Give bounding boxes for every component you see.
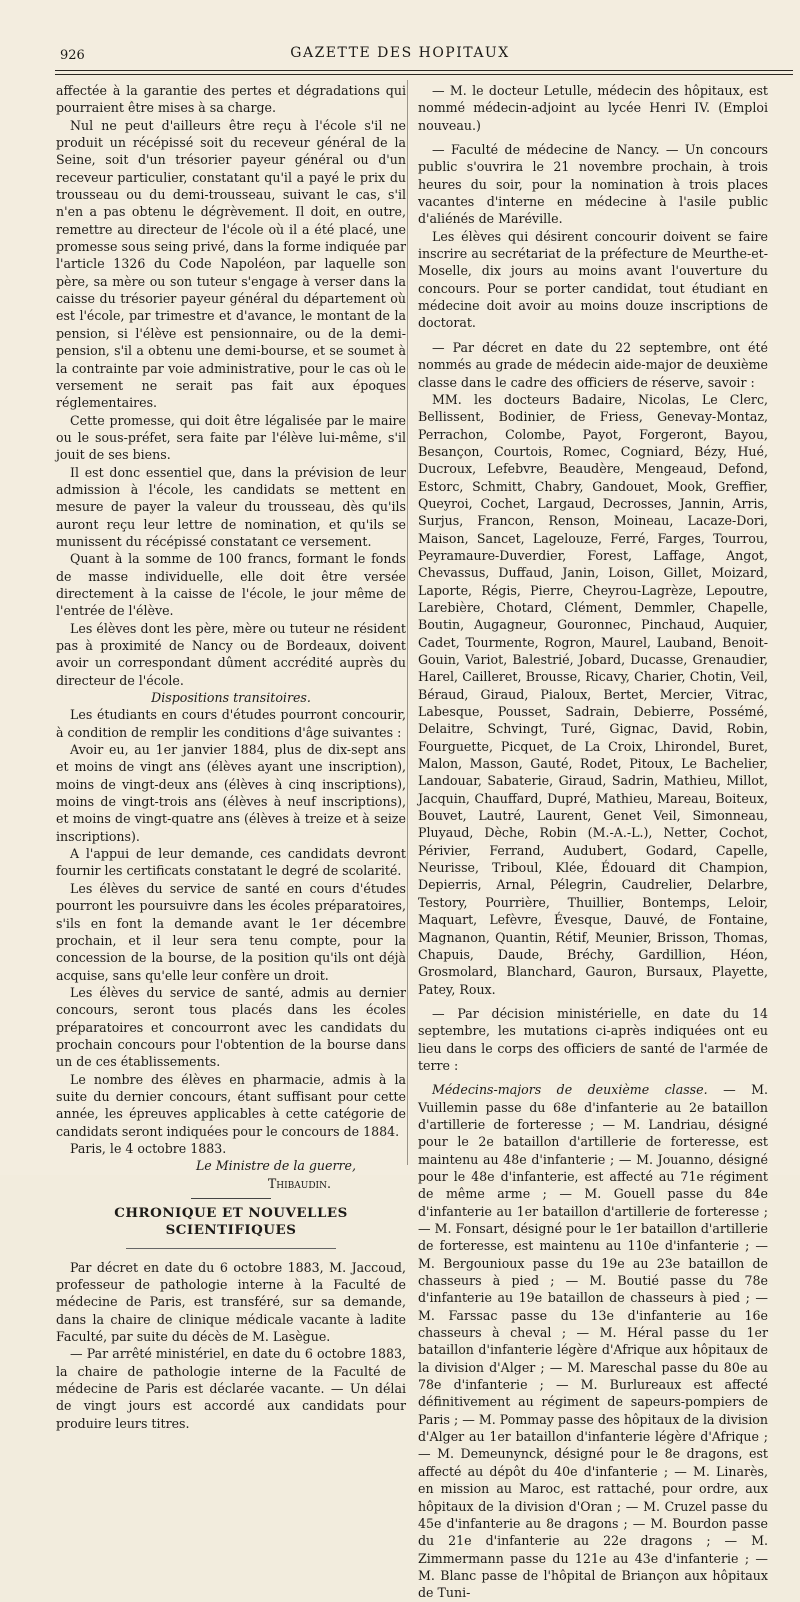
paragraph: A l'appui de leur demande, ces candidats devront fournir les certificats constatant le degré de scolarité. [56,846,406,879]
paragraph: Il est donc essentiel que, dans la prévision de leur admission à l'école, les candidats se mettent en mesure de payer la valeur du trousseau, dès qu'ils auront reçu leur lettre de nomination, et qu'ils se munissent du récépissé constatant ce versement. [56,464,406,549]
paragraph: Les élèves du service de santé en cours d'études pourront les poursuivre dans les écoles préparatoires, s'ils en font la demande avant le 1er décembre prochain, et il leur sera tenu compte, pour la concession de la bourse, de la position qu'ils ont déjà acquise, sans qu'elle leur confère un droit. [56,880,406,983]
paragraph: Cette promesse, qui doit être légalisée par le maire ou le sous-préfet, sera faite par l'élève lui-même, s'il jouit de ses biens. [56,412,406,463]
paragraph: — Faculté de médecine de Nancy. — Un concours public s'ouvrira le 21 novembre prochain, à trois heures du soir, pour la nomination à trois places vacantes d'interne en médecine à l'asile public d'aliénés de Maréville. [418,142,768,227]
paragraph: Le nombre des élèves en pharmacie, admis à la suite du dernier concours, étant suffisant pour cette année, les épreuves applicables à cette catégorie de candidats seront indiquées pour le concours de 1884. [56,1071,406,1139]
header-rule [55,70,793,71]
paragraph-mutations [418,1081,768,1601]
section-heading: CHRONIQUE ET NOUVELLES SCIENTIFIQUES [114,1205,348,1239]
running-title: GAZETTE DES HOPITAUX [290,45,510,61]
paragraph: — Par décision ministérielle, en date du 14 septembre, les mutations ci-après indiquées ont eu lieu dans le corps des officiers de santé de l'armée de terre : [418,1005,768,1073]
paragraph: Les élèves du service de santé, admis au dernier concours, seront tous placés dans les écoles préparatoires et concourront avec les candidats du prochain concours pour l'obtention de la bourse dans un de ces établissements. [56,984,406,1070]
section-rule [126,1248,336,1249]
paragraph: affectée à la garantie des pertes et dégradations qui pourraient être mises à sa charge. [56,83,406,116]
column-divider [407,80,408,1165]
paragraph: Nul ne peut d'ailleurs être reçu à l'école s'il ne produit un récépissé soit du receveur général de la Seine, soit d'un trésorier payeur général ou d'un receveur particulier, constatant qu'il a payé le prix du trousseau ou du demi-trousseau, suivant le cas, s'il n'en a pas obtenu le dégrèvement. Il doit, en outre, remettre au directeur de l'école où il a été placé, une promesse sous seing privé, dans la forme indiquée par l'article 1326 du Code Napoléon, par laquelle son père, sa mère ou son tuteur s'engage à verser dans la caisse du trésorier payeur général du département où est l'école, par trimestre et d'avance, le montant de la pension, si l'élève est pensionnaire, ou de la demi-pension, s'il a obtenu une demi-bourse, et se soumet à la contrainte par voie administrative, pour le cas où le versement ne serait pas fait aux époques réglementaires. [56,117,406,411]
paragraph: Les élèves qui désirent concourir doivent se faire inscrire au secrétariat de la préfecture de Meurthe-et-Moselle, dix jours au moins avant l'ouverture du concours. Pour se porter candidat, tout étudiant en médecine doit avoir au moins douze inscriptions de doctorat. [418,228,768,331]
paragraph: Quant à la somme de 100 francs, formant le fonds de masse individuelle, elle doit être versée directement à la caisse de l'école, le jour même de l'entrée de l'élève. [56,551,406,619]
section-rule [191,1198,271,1199]
name-list: MM. les docteurs Badaire, Nicolas, Le Clerc, Bellissent, Bodinier, de Friess, Genevay-Montaz, Perrachon, Colombe, Payot, Forgeront, Bayou, Besançon, Courtois, Romec, Cogniard, Bézy, Hué, Ducroux, Lefebvre, Beaudère, Mengeaud, Defond, Estorc, Schmitt, Chabry, Gandouet, Mook, Greffier, Queyroi, Cochet, Largaud, Decrosses, Jannin, Arris, Surjus, Francon, Renson, Moineau, Lacaze-Dori, Maison, Sancet, Lagelouze, Ferré, Farges, Tourrou, Peyramaure-Duverdier, Forest, Laffage, Angot, Chevassus, Duffaud, Janin, Loison, Gillet, Moizard, Laporte, Régis, Pierre, Cheyrou-Lagrèze, Lepoutre, Larebière, Chotard, Clément, Demmler, Chapelle, Boutin, Augagneur, Gouronnec, Pinchaud, Auquier, Cadet, Tourmente, Rogron, Maurel, Lauband, Benoit-Gouin, Variot, Balestrié, Jobard, Ducasse, Grenaudier, Harel, Cailleret, Brousse, Ricavy, Charier, Chotin, Veil, Béraud, Giraud, Pialoux, Bertet, Mercier, Vitrac, Labesque, Pousset, Sadrain, Debierre, Possémé, Delaitre, Schvingt, Turé, Gignac, David, Robin, Fourguette, Picquet, de La Croix, Lhirondel, Buret, Malon, Masson, Gauté, Rodet, Pitoux, Le Bachelier, Landouar, Sabaterie, Giraud, Sadrin, Mathieu, Millot, Jacquin, Chauffard, Dupré, Mathieu, Mareau, Boiteux, Bouvet, Lautré, Laurent, Genet Veil, Simonneau, Pluyaud, Dèche, Robin (M.-A.-L.), Netter, Cochot, Périvier, Ferrand, Audubert, Godard, Capelle, Neurisse, Triboul, Klée, Édouard dit Champion, Depierris, Arnal, Pélegrin, Caudrelier, Delarbre, Testory, Pourrière, Thuillier, Bontemps, Leloir, Maquart, Lefèvre, Évesque, Dauvé, de Fontaine, Magnanon, Quantin, Rétif, Meunier, Brisson, Thomas, Chapuis, Daude, Bréchy, Gardillion, Héon, Grosmolard, Blanchard, Gauron, Bursaux, Playette, Patey, Roux. [418,391,768,997]
mutations-label: Médecins-majors de deuxième classe. [432,1082,708,1098]
signature-title: Le Ministre de la guerre, [195,1158,356,1174]
paragraph: Par décret en date du 6 octobre 1883, M. Jaccoud, professeur de pathologie interne à la Faculté de médecine de Paris, est transféré, sur sa demande, dans la chaire de clinique médicale vacante à ladite Faculté, par suite du décès de M. Lasègue. [56,1259,406,1345]
right-column [418,82,768,1602]
paragraph: Les étudiants en cours d'études pourront concourir, à condition de remplir les conditions d'âge suivantes : [56,707,406,740]
signature-name: Thibaudin. [267,1175,331,1191]
page-number: 926 [60,48,85,63]
paragraph: Les élèves dont les père, mère ou tuteur ne résident pas à proximité de Nancy ou de Bordeaux, doivent avoir un correspondant dûment accrédité auprès du directeur de l'école. [56,620,406,688]
mutations-text: — M. Vuillemin passe du 68e d'infanterie au 2e bataillon d'artillerie de forteresse ; — M. Landriau, désigné pour le 2e bataillon d'artillerie de forteresse, est maintenu au 48e d'infanterie ; — M. Jouanno, désigné pour le 48e d'infanterie, est affecté au 71e régiment de même arme ; — M. Gouell passe du 84e d'infanterie au 1er bataillon d'artillerie de forteresse ; — M. Fonsart, désigné pour le 1er bataillon d'artillerie de forteresse, est maintenu au 110e d'infanterie ; — M. Bergounioux passe du 19e au 23e bataillon de chasseurs à pied ; — M. Boutié passe du 78e d'infanterie au 19e bataillon de chasseurs à pied ; — M. Farssac passe du 13e d'infanterie au 16e chasseurs à cheval ; — M. Héral passe du 1er bataillon d'infanterie légère d'Afrique aux hôpitaux de la division d'Alger ; — M. Mareschal passe du 80e au 78e d'infanterie ; — M. Burlureaux est affecté définitivement au régiment de sapeurs-pompiers de Paris ; — M. Pommay passe des hôpitaux de la division d'Alger au 1er bataillon d'infanterie légère d'Afrique ; — M. Demeunynck, désigné pour le 8e dragons, est affecté au dépôt du 40e d'infanterie ; — M. Linarès, en mission au Maroc, est rattaché, pour ordre, aux hôpitaux de la division d'Oran ; — M. Cruzel passe du 45e d'infanterie au 8e dragons ; — M. Bourdon passe du 21e d'infanterie au 22e dragons ; — M. Zimmermann passe du 121e au 43e d'infanterie ; — M. Blanc passe de l'hôpital de Briançon aux hôpitaux de Tuni- [418,1082,768,1601]
paragraph: — M. le docteur Letulle, médecin des hôpitaux, est nommé médecin-adjoint au lycée Henri IV. (Emploi nouveau.) [418,83,768,133]
date-line: Paris, le 4 octobre 1883. [70,1140,227,1156]
paragraph: — Par arrêté ministériel, en date du 6 octobre 1883, la chaire de pathologie interne de la Faculté de médecine de Paris est déclarée vacante. — Un délai de vingt jours est accordé aux candidats pour produire leurs titres. [56,1346,406,1431]
header-rule [55,74,793,75]
paragraph: Avoir eu, au 1er janvier 1884, plus de dix-sept ans et moins de vingt ans (élèves ayant une inscription), moins de vingt-deux ans (élèves à cinq inscriptions), moins de vingt-trois ans (élèves à neuf inscriptions), et moins de vingt-quatre ans (élèves à treize et à seize inscriptions). [56,742,406,844]
subheading-transitional: Dispositions transitoires. [151,690,311,706]
left-column [56,82,406,1432]
page-header [0,40,800,68]
paragraph: — Par décret en date du 22 septembre, ont été nommés au grade de médecin aide-major de deuxième classe dans le cadre des officiers de réserve, savoir : [418,339,768,390]
